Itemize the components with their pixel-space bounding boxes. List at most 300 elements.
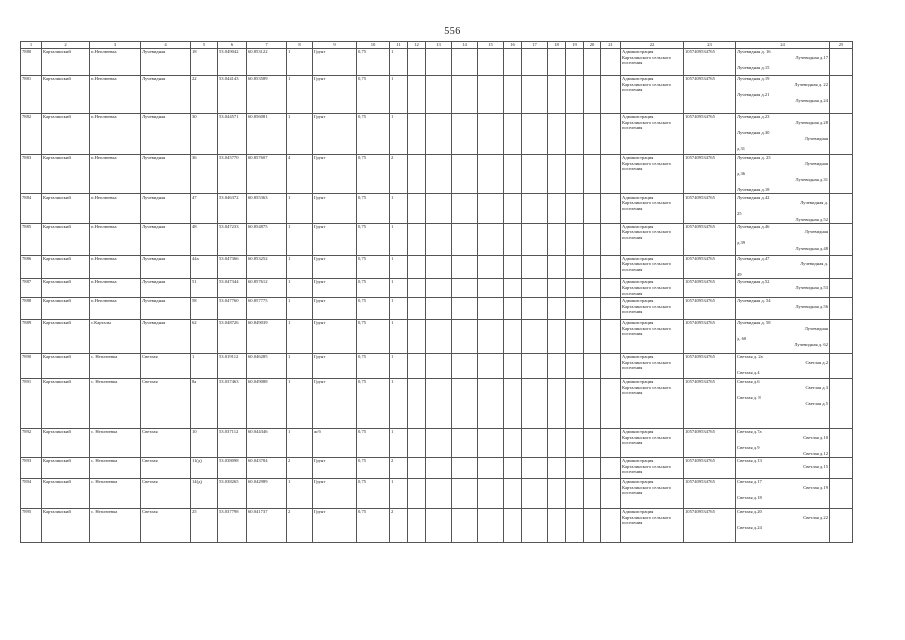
address-line: Лучевидная д.56 <box>795 303 828 309</box>
column-number: 18 <box>548 42 566 49</box>
empty-cell <box>548 194 566 223</box>
empty-cell <box>504 297 522 319</box>
district-cell: Карталинский <box>42 279 90 298</box>
owner-line: поселения <box>622 87 643 93</box>
empty-cell <box>566 428 584 457</box>
served-addresses-cell <box>736 319 830 353</box>
area-cell: 0,75 <box>357 297 390 319</box>
empty-cell <box>478 75 504 113</box>
longitude-cell: 60.853252 <box>247 255 287 279</box>
owner-cell <box>621 154 684 194</box>
owner-line: Карталинского сельского <box>622 119 672 125</box>
owner-line: Карталинского сельского <box>622 261 672 267</box>
address-line: д.31 <box>737 146 746 152</box>
empty-cell <box>504 113 522 154</box>
empty-cell <box>452 223 478 255</box>
empty-cell <box>601 353 621 378</box>
district-cell: Карталинский <box>42 75 90 113</box>
empty-cell <box>426 319 452 353</box>
empty-cell <box>408 428 426 457</box>
address-line: Светлая д.2 <box>805 359 828 365</box>
container-count: 1 <box>287 319 313 353</box>
column-number: 14 <box>452 42 478 49</box>
address-line: Лучевидная д.28 <box>795 119 828 125</box>
record-number: 7894 <box>21 478 42 508</box>
empty-cell <box>601 428 621 457</box>
table-row <box>21 154 853 194</box>
column-number: 13 <box>426 42 452 49</box>
empty-cell <box>408 353 426 378</box>
address-line: Лучевидная д.48 <box>795 245 828 251</box>
empty-cell <box>426 48 452 75</box>
served-addresses-cell <box>736 378 830 428</box>
house-number: 62 <box>191 319 218 353</box>
table-row <box>21 194 853 223</box>
longitude-cell: 60.853122 <box>247 48 287 75</box>
container-count: 1 <box>287 279 313 298</box>
empty-cell <box>601 297 621 319</box>
empty-cell <box>504 478 522 508</box>
settlement-cell: п.Неплюевка <box>90 113 141 154</box>
owner-cell <box>621 508 684 542</box>
settlement-cell: с. Неплюевка <box>90 378 141 428</box>
address-line: Светлая д.22 <box>803 514 828 520</box>
address-line: 49 <box>737 272 742 278</box>
surface-type: Грунт <box>313 478 357 508</box>
address-line: Светлая д.3 <box>805 384 828 390</box>
house-number: 48 <box>191 223 218 255</box>
container-count: 1 <box>287 478 313 508</box>
empty-cell <box>601 478 621 508</box>
record-number: 7883 <box>21 154 42 194</box>
settlement-cell: п.Неплюевка <box>90 48 141 75</box>
longitude-cell: 60.041737 <box>247 508 287 542</box>
owner-line: поселения <box>622 60 643 66</box>
owner-cell <box>621 457 684 478</box>
district-cell: Карталинский <box>42 113 90 154</box>
empty-cell <box>452 279 478 298</box>
empty-cell <box>504 255 522 279</box>
address-line: Светлая д.6 <box>737 379 760 385</box>
empty-cell <box>478 255 504 279</box>
empty-cell <box>408 279 426 298</box>
empty-cell <box>566 297 584 319</box>
empty-cell <box>522 457 548 478</box>
owner-line: Администрация <box>622 75 654 81</box>
house-number: 22 <box>191 75 218 113</box>
empty-cell <box>584 428 601 457</box>
empty-cell <box>522 154 548 194</box>
house-number: 47 <box>191 194 218 223</box>
empty-cell <box>408 48 426 75</box>
owner-line: Карталинского сельского <box>622 434 672 440</box>
quantity-cell: 1 <box>390 255 408 279</box>
empty-cell <box>408 508 426 542</box>
area-cell: 0,75 <box>357 255 390 279</box>
served-addresses-cell <box>736 508 830 542</box>
address-line: Светлая д.13 <box>737 458 762 464</box>
owner-line: Администрация <box>622 429 654 435</box>
table-row <box>21 113 853 154</box>
empty-cell <box>601 154 621 194</box>
empty-cell <box>478 297 504 319</box>
empty-cell <box>478 154 504 194</box>
column-number: 2 <box>42 42 90 49</box>
column-number: 3 <box>90 42 141 49</box>
container-count: 1 <box>287 48 313 75</box>
empty-cell <box>478 113 504 154</box>
district-cell: Карталинский <box>42 255 90 279</box>
empty-cell <box>426 279 452 298</box>
inn-cell: 1057409534765 <box>684 279 736 298</box>
address-line: Лучевидная д.53 <box>795 285 828 291</box>
empty-cell <box>504 378 522 428</box>
longitude-cell: 60.046285 <box>247 353 287 378</box>
longitude-cell: 60.857612 <box>247 279 287 298</box>
empty-cell <box>601 113 621 154</box>
empty-cell <box>830 378 853 428</box>
owner-cell <box>621 194 684 223</box>
empty-cell <box>478 223 504 255</box>
empty-cell <box>830 113 853 154</box>
column-number: 24 <box>736 42 830 49</box>
address-line: Лучевидная д.18 <box>737 187 770 193</box>
empty-cell <box>566 255 584 279</box>
owner-line: поселения <box>622 235 643 241</box>
empty-cell <box>426 353 452 378</box>
longitude-cell: 60.849039 <box>247 319 287 353</box>
district-cell: Карталинский <box>42 154 90 194</box>
empty-cell <box>426 508 452 542</box>
latitude-cell: 53.019112 <box>218 353 247 378</box>
empty-cell <box>584 223 601 255</box>
empty-cell <box>601 255 621 279</box>
quantity-cell: 1 <box>390 113 408 154</box>
empty-cell <box>522 378 548 428</box>
empty-cell <box>452 154 478 194</box>
empty-cell <box>478 457 504 478</box>
empty-cell <box>522 113 548 154</box>
quantity-cell: 2 <box>390 457 408 478</box>
district-cell: Карталинский <box>42 353 90 378</box>
empty-cell <box>522 279 548 298</box>
owner-line: поселения <box>622 205 643 211</box>
served-addresses-cell <box>736 428 830 457</box>
empty-cell <box>584 478 601 508</box>
owner-line: поселения <box>622 267 643 273</box>
empty-cell <box>601 319 621 353</box>
owner-line: Карталинского сельского <box>622 54 672 60</box>
owner-line: поселения <box>622 365 643 371</box>
empty-cell <box>452 194 478 223</box>
record-number: 7880 <box>21 48 42 75</box>
address-line: Светлая д.24 <box>737 525 762 531</box>
owner-line: Администрация <box>622 113 654 119</box>
street-cell: Светлая <box>141 353 191 378</box>
owner-line: Карталинского сельского <box>622 384 672 390</box>
empty-cell <box>548 378 566 428</box>
latitude-cell: 53.046372 <box>218 194 247 223</box>
owner-line: Администрация <box>622 379 654 385</box>
table-body <box>21 48 853 542</box>
address-line: Светлая д.15 <box>803 463 828 469</box>
empty-cell <box>478 319 504 353</box>
empty-cell <box>408 297 426 319</box>
empty-cell <box>504 457 522 478</box>
empty-cell <box>548 353 566 378</box>
inn-cell: 1057409534765 <box>684 428 736 457</box>
street-cell: Лучевидная <box>141 194 191 223</box>
empty-cell <box>426 75 452 113</box>
quantity-cell: 1 <box>390 279 408 298</box>
column-number: 1 <box>21 42 42 49</box>
owner-line: Карталинского сельского <box>622 200 672 206</box>
area-cell: 0,75 <box>357 194 390 223</box>
empty-cell <box>522 255 548 279</box>
empty-cell <box>566 378 584 428</box>
empty-cell <box>478 378 504 428</box>
empty-cell <box>504 75 522 113</box>
house-number: 30 <box>191 113 218 154</box>
latitude-cell: 53.038265 <box>218 478 247 508</box>
street-cell: Лучевидная <box>141 319 191 353</box>
inn-cell: 1057409534765 <box>684 457 736 478</box>
house-number: 10 <box>191 428 218 457</box>
quantity-cell: 1 <box>390 48 408 75</box>
latitude-cell: 53.044571 <box>218 113 247 154</box>
table-row <box>21 457 853 478</box>
owner-line: Администрация <box>622 479 654 485</box>
record-number: 7890 <box>21 353 42 378</box>
container-count: 1 <box>287 255 313 279</box>
empty-cell <box>408 378 426 428</box>
empty-cell <box>426 223 452 255</box>
street-cell: Лучевидная <box>141 255 191 279</box>
empty-cell <box>452 508 478 542</box>
empty-cell <box>601 48 621 75</box>
container-count: 1 <box>287 353 313 378</box>
street-cell: Лучевидная <box>141 75 191 113</box>
served-addresses-cell <box>736 353 830 378</box>
empty-cell <box>504 428 522 457</box>
column-number: 15 <box>478 42 504 49</box>
empty-cell <box>601 194 621 223</box>
address-line: Лучевидная д.19 <box>737 75 770 81</box>
address-line: Лучевидная д.17 <box>795 54 828 60</box>
surface-type: Грунт <box>313 113 357 154</box>
empty-cell <box>426 297 452 319</box>
quantity-cell: 2 <box>390 508 408 542</box>
street-cell: Лучевидная <box>141 113 191 154</box>
container-count: 1 <box>287 75 313 113</box>
quantity-cell: 1 <box>390 194 408 223</box>
empty-cell <box>426 428 452 457</box>
empty-cell <box>522 428 548 457</box>
owner-line: поселения <box>622 520 643 526</box>
district-cell: Карталинский <box>42 378 90 428</box>
address-line: Светлая д.19 <box>803 484 828 490</box>
address-line: д.36 <box>737 171 746 177</box>
inn-cell: 1057409534765 <box>684 353 736 378</box>
district-cell: Карталинский <box>42 457 90 478</box>
longitude-cell: 60.856081 <box>247 113 287 154</box>
empty-cell <box>504 319 522 353</box>
latitude-cell: 53.037112 <box>218 428 247 457</box>
column-number: 6 <box>218 42 247 49</box>
empty-cell <box>504 48 522 75</box>
registry-table <box>20 41 853 543</box>
empty-cell <box>522 478 548 508</box>
settlement-cell: п.Неплюевка <box>90 75 141 113</box>
record-number: 7889 <box>21 319 42 353</box>
address-line: Лучевидная д.42 <box>737 194 770 200</box>
area-cell: 0,75 <box>357 508 390 542</box>
area-cell: 0,75 <box>357 353 390 378</box>
inn-cell: 1057409534765 <box>684 154 736 194</box>
settlement-cell: с.Карталы <box>90 319 141 353</box>
latitude-cell: 53.047366 <box>218 255 247 279</box>
empty-cell <box>452 378 478 428</box>
empty-cell <box>452 353 478 378</box>
empty-cell <box>566 457 584 478</box>
latitude-cell: 53.047233 <box>218 223 247 255</box>
empty-cell <box>601 457 621 478</box>
address-line: Лучевидная д. <box>800 200 828 206</box>
table-row <box>21 223 853 255</box>
quantity-cell: 1 <box>390 319 408 353</box>
longitude-cell: 60.857775 <box>247 297 287 319</box>
served-addresses-cell <box>736 478 830 508</box>
empty-cell <box>408 113 426 154</box>
owner-line: Администрация <box>622 279 654 285</box>
column-number: 21 <box>601 42 621 49</box>
empty-cell <box>522 353 548 378</box>
surface-type: Грунт <box>313 297 357 319</box>
address-line: Лучевидная д.24 <box>795 97 828 103</box>
served-addresses-cell <box>736 297 830 319</box>
served-addresses-cell <box>736 279 830 298</box>
served-addresses-cell <box>736 223 830 255</box>
empty-cell <box>504 154 522 194</box>
empty-cell <box>566 75 584 113</box>
table-row <box>21 508 853 542</box>
owner-line: поселения <box>622 125 643 131</box>
table-row <box>21 428 853 457</box>
address-line: Лучевидная д. 58 <box>737 320 771 326</box>
address-line: Лучевидная д.30 <box>737 130 770 136</box>
column-number: 19 <box>566 42 584 49</box>
empty-cell <box>548 428 566 457</box>
quantity-cell: 1 <box>390 478 408 508</box>
owner-line: Администрация <box>622 223 654 229</box>
inn-cell: 1057409534765 <box>684 478 736 508</box>
container-count: 1 <box>287 428 313 457</box>
surface-type: Грунт <box>313 378 357 428</box>
longitude-cell: 60.855363 <box>247 194 287 223</box>
empty-cell <box>408 478 426 508</box>
quantity-cell: 1 <box>390 297 408 319</box>
address-line: Лучевидная <box>804 229 828 235</box>
container-count: 2 <box>287 457 313 478</box>
owner-cell <box>621 255 684 279</box>
area-cell: 0,75 <box>357 478 390 508</box>
owner-cell <box>621 48 684 75</box>
address-line: Лучевидная д. 16 <box>737 48 771 54</box>
empty-cell <box>830 48 853 75</box>
empty-cell <box>426 378 452 428</box>
owner-cell <box>621 428 684 457</box>
address-line: Светлая д.12 <box>803 450 828 456</box>
served-addresses-cell <box>736 194 830 223</box>
record-number: 7893 <box>21 457 42 478</box>
owner-cell <box>621 378 684 428</box>
area-cell: 0,75 <box>357 319 390 353</box>
surface-type: ж/б <box>313 428 357 457</box>
empty-cell <box>452 297 478 319</box>
address-line: Светлая д. 2а <box>737 354 763 360</box>
container-count: 4 <box>287 154 313 194</box>
surface-type: Грунт <box>313 194 357 223</box>
empty-cell <box>566 319 584 353</box>
address-line: Светлая д.7а <box>737 429 762 435</box>
house-number: 51 <box>191 279 218 298</box>
column-number: 23 <box>684 42 736 49</box>
empty-cell <box>548 154 566 194</box>
empty-cell <box>452 48 478 75</box>
surface-type: Грунт <box>313 223 357 255</box>
address-line: Лучевидная д. 22 <box>794 81 828 87</box>
table-row <box>21 279 853 298</box>
empty-cell <box>408 75 426 113</box>
street-cell: Светлая <box>141 457 191 478</box>
empty-cell <box>830 297 853 319</box>
empty-cell <box>408 154 426 194</box>
empty-cell <box>566 353 584 378</box>
empty-cell <box>426 154 452 194</box>
empty-cell <box>584 508 601 542</box>
owner-line: Администрация <box>622 298 654 304</box>
settlement-cell: с. Неплюевка <box>90 457 141 478</box>
longitude-cell: 60.857607 <box>247 154 287 194</box>
district-cell: Карталинский <box>42 319 90 353</box>
empty-cell <box>452 319 478 353</box>
empty-cell <box>504 279 522 298</box>
owner-cell <box>621 319 684 353</box>
area-cell: 0,75 <box>357 75 390 113</box>
empty-cell <box>566 194 584 223</box>
latitude-cell: 53.047760 <box>218 297 247 319</box>
inn-cell: 1057409534765 <box>684 223 736 255</box>
street-cell: Светлая <box>141 378 191 428</box>
longitude-cell: 60.043784 <box>247 457 287 478</box>
empty-cell <box>522 75 548 113</box>
table-row <box>21 255 853 279</box>
empty-cell <box>522 48 548 75</box>
column-number: 25 <box>830 42 853 49</box>
empty-cell <box>566 508 584 542</box>
empty-cell <box>830 154 853 194</box>
house-number: 14(д) <box>191 478 218 508</box>
owner-cell <box>621 223 684 255</box>
empty-cell <box>548 478 566 508</box>
owner-cell <box>621 478 684 508</box>
inn-cell: 1057409534765 <box>684 113 736 154</box>
address-line: Лучевидная д.52 <box>795 216 828 222</box>
settlement-cell: п.Неплюевка <box>90 194 141 223</box>
empty-cell <box>478 194 504 223</box>
record-number: 7891 <box>21 378 42 428</box>
empty-cell <box>584 48 601 75</box>
